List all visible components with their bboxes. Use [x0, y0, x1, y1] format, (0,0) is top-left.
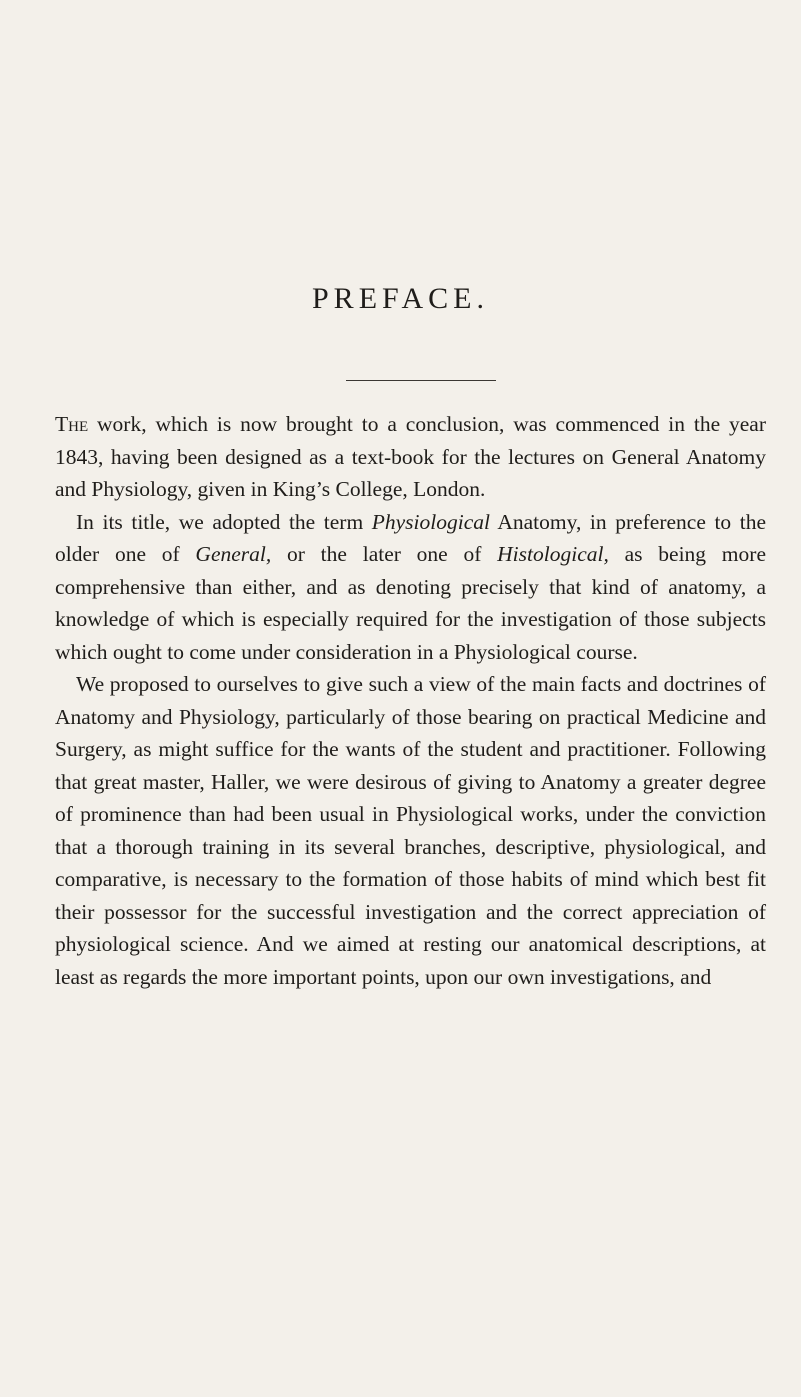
page-title: PREFACE.: [312, 282, 489, 315]
italic-term-physiological: Physiological: [371, 509, 490, 534]
paragraph-2-text-2: Anatomy, in preference to the older one of: [55, 509, 766, 566]
preface-body: [55, 408, 766, 993]
italic-term-general: General,: [195, 542, 272, 566]
paragraph-1: [55, 408, 766, 506]
italic-term-histological: Histological,: [497, 542, 609, 566]
paragraph-2-text-1: In its title, we adopted the term: [76, 509, 372, 534]
opening-word: The: [55, 412, 89, 436]
paragraph-2-text-4: as being more comprehensive than either, and as denoting precisely that kind of anatomy, a knowledge of which is especially required for the investigation of those subjects which ought to come under consideration in a Physiological course.: [55, 542, 766, 664]
paragraph-3: We proposed to ourselves to give such a view of the main facts and doctrines of Anatomy and Physiology, particularly of those bearing on practical Medicine and Surgery, as might suffice for the wants of the student and practitioner. Following that great master, Haller, we were desirous of giving to Anatomy a greater degree of prominence than had been usual in Physiological works, under the conviction that a thorough training in its several branches, descriptive, physiological, and comparative, is necessary to the formation of those habits of mind which best fit their possessor for the successful investigation and the correct appreciation of physiological science. And we aimed at resting our anatomical descriptions, at least as regards the more important points, upon our own investigations, and: [55, 672, 766, 989]
paragraph-2: [55, 506, 766, 669]
paragraph-1-text: work, which is now brought to a conclusion, was commenced in the year 1843, having been designed as a text-book for the lectures on General Anatomy and Physiology, given in King’s College, London.: [55, 412, 766, 501]
paragraph-2-text-3: or the later one of: [271, 542, 498, 566]
title-divider: [346, 380, 496, 381]
